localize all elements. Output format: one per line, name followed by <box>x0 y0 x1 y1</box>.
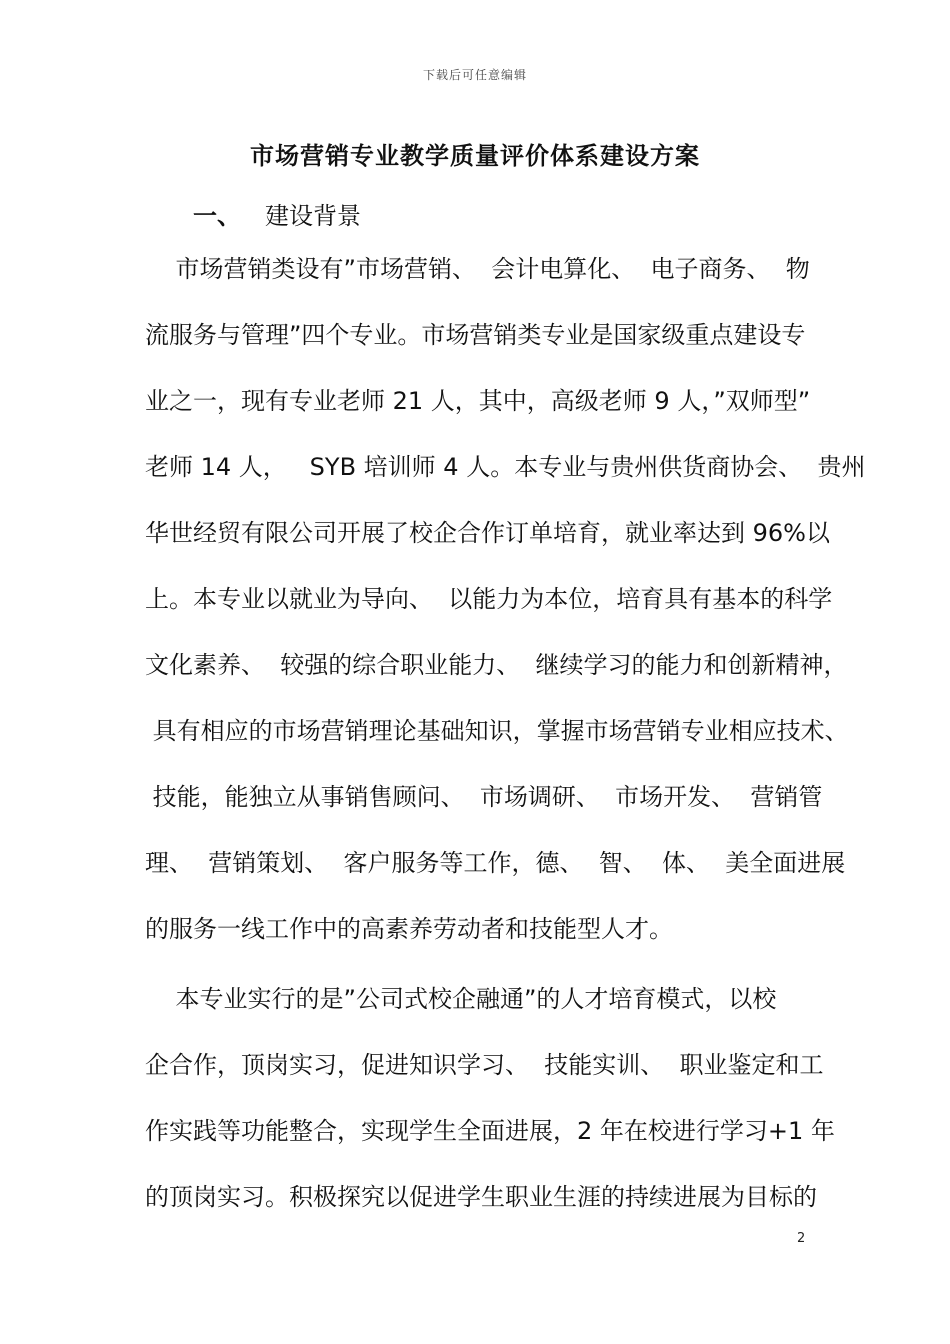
paragraph-background <box>145 236 866 962</box>
paragraph-line: 具有相应的市场营销理论基础知识，掌握市场营销专业相应技术、 <box>145 717 849 745</box>
paragraph-line: 的顶岗实习。积极探究以促进学生职业生涯的持续进展为目标的 <box>145 1183 817 1211</box>
paragraph-line: 华世经贸有限公司开展了校企合作订单培育，就业率达到 96%以 <box>145 519 830 547</box>
paragraph-line: 企合作，顶岗实习，促进知识学习、 技能实训、 职业鉴定和工 <box>145 1051 824 1079</box>
document-title: 市场营销专业教学质量评价体系建设方案 <box>250 142 700 170</box>
paragraph-line: 理、 营销策划、 客户服务等工作，德、 智、 体、 美全面进展 <box>145 849 846 877</box>
paragraph-line: 业之一，现有专业老师 21 人，其中，高级老师 9 人，”双师型” <box>145 387 811 415</box>
paragraph-line: 技能，能独立从事销售顾问、 市场调研、 市场开发、 营销管 <box>145 783 823 811</box>
paragraph-line: 流服务与管理”四个专业。市场营销类专业是国家级重点建设专 <box>145 321 806 349</box>
paragraph-line: 的服务一线工作中的高素养劳动者和技能型人才。 <box>145 915 673 943</box>
paragraph-line: 本专业实行的是”公司式校企融通”的人才培育模式，以校 <box>145 985 777 1013</box>
section-heading <box>193 196 361 231</box>
paragraph-line: 上。本专业以就业为导向、 以能力为本位，培育具有基本的科学 <box>145 585 833 613</box>
paragraph-line: 老师 14 人， SYB 培训师 4 人。本专业与贵州供货商协会、 贵州 <box>145 453 866 481</box>
paragraph-line: 作实践等功能整合，实现学生全面进展，2 年在校进行学习+1 年 <box>145 1117 835 1145</box>
header-note: 下载后可任意编辑 <box>422 68 527 82</box>
section-number: 一、 <box>193 202 241 230</box>
paragraph-line: 文化素养、 较强的综合职业能力、 继续学习的能力和创新精神， <box>145 651 848 679</box>
paragraph-training-model <box>145 966 835 1230</box>
section-title: 建设背景 <box>265 202 361 230</box>
page-number: 2 <box>797 1231 806 1246</box>
paragraph-line: 市场营销类设有”市场营销、 会计电算化、 电子商务、 物 <box>145 255 810 283</box>
